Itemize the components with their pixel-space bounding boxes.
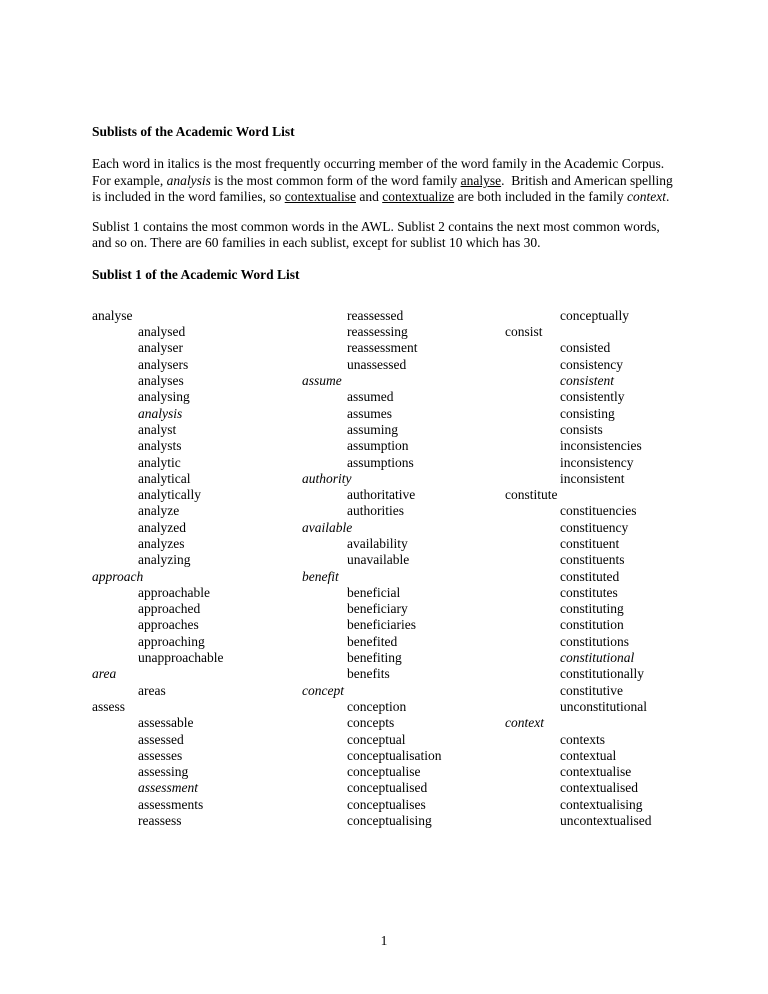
word-column-1 bbox=[92, 308, 302, 830]
family-member: consistently bbox=[560, 389, 625, 405]
family-member: constitutional bbox=[560, 650, 635, 666]
family-member: analyser bbox=[138, 340, 183, 356]
word-column-3 bbox=[505, 308, 676, 830]
family-member: analysis bbox=[138, 405, 183, 421]
sublist-1-heading: Sublist 1 of the Academic Word List bbox=[92, 267, 300, 283]
family-member: assessment bbox=[138, 780, 198, 796]
family-member: benefiting bbox=[347, 650, 402, 666]
family-member: constituencies bbox=[560, 503, 637, 519]
family-member: conceptualisation bbox=[347, 747, 442, 763]
family-member: assumes bbox=[347, 405, 392, 421]
family-member: benefited bbox=[347, 633, 398, 649]
underlined-term: analyse bbox=[460, 172, 502, 188]
family-member: constituents bbox=[560, 552, 625, 568]
family-member: beneficiaries bbox=[347, 617, 416, 633]
page-number: 1 bbox=[380, 933, 388, 948]
family-member: conceptually bbox=[560, 307, 629, 323]
headword: available bbox=[302, 519, 353, 535]
family-member: consists bbox=[560, 421, 603, 437]
family-member: approaches bbox=[138, 617, 199, 633]
family-member: analyst bbox=[138, 421, 177, 437]
family-member: concepts bbox=[347, 715, 395, 731]
family-member: analysing bbox=[138, 389, 190, 405]
family-member: reassess bbox=[138, 813, 182, 829]
family-member: analyses bbox=[138, 373, 184, 389]
underlined-term: contextualise bbox=[284, 189, 356, 205]
family-member: approached bbox=[138, 601, 201, 617]
italic-term: context bbox=[627, 189, 666, 205]
family-member: reassessing bbox=[347, 324, 408, 340]
family-member: contextualise bbox=[560, 764, 632, 780]
family-member: consistent bbox=[560, 373, 614, 389]
text-segment: Each word in italics is the most frequently occurring member of the word family in the Academic Corpus. For example, bbox=[92, 156, 671, 188]
family-member: reassessment bbox=[347, 340, 418, 356]
headword: context bbox=[505, 715, 544, 731]
family-member: contextualising bbox=[560, 796, 643, 812]
text-segment: . British and American spelling is included in the word families, so bbox=[92, 172, 677, 205]
family-member: authorities bbox=[347, 503, 404, 519]
family-member: analyzed bbox=[138, 519, 186, 535]
family-member: inconsistencies bbox=[560, 438, 642, 454]
family-member: constitutes bbox=[560, 584, 618, 600]
family-member: assessments bbox=[138, 796, 204, 812]
sublist-description-paragraph: Sublist 1 contains the most common words in the AWL. Sublist 2 contains the next most common words, and so on. There are 60 families in each sublist, except for sublist 10 which has 30. bbox=[92, 218, 660, 251]
headword: constitute bbox=[505, 487, 558, 503]
family-member: approachable bbox=[138, 584, 210, 600]
headword: authority bbox=[302, 470, 352, 486]
headword: benefit bbox=[302, 568, 339, 584]
family-member: analysts bbox=[138, 438, 182, 454]
italic-term: analysis bbox=[166, 172, 211, 188]
family-member: conceptualise bbox=[347, 764, 421, 780]
family-member: conception bbox=[347, 698, 407, 714]
family-member: assuming bbox=[347, 421, 399, 437]
family-member: beneficiary bbox=[347, 601, 408, 617]
family-member: contextual bbox=[560, 747, 617, 763]
family-member: contexts bbox=[560, 731, 605, 747]
family-member: unassessed bbox=[347, 356, 407, 372]
document-title: Sublists of the Academic Word List bbox=[92, 124, 295, 139]
family-member: constitutionally bbox=[560, 666, 644, 682]
family-member: conceptualises bbox=[347, 796, 426, 812]
family-member: assumed bbox=[347, 389, 394, 405]
headword: area bbox=[92, 666, 117, 682]
family-member: constituted bbox=[560, 568, 620, 584]
family-member: constitutive bbox=[560, 682, 623, 698]
family-member: unconstitutional bbox=[560, 698, 647, 714]
family-member: conceptualised bbox=[347, 780, 428, 796]
family-member: conceptual bbox=[347, 731, 406, 747]
family-member: analyzes bbox=[138, 536, 185, 551]
family-member: consisted bbox=[560, 340, 611, 356]
family-member: assesses bbox=[138, 747, 183, 763]
text-segment: . bbox=[665, 189, 670, 205]
family-member: availability bbox=[347, 536, 408, 551]
family-member: assumptions bbox=[347, 454, 414, 470]
family-member: analytically bbox=[138, 487, 201, 503]
family-member: uncontextualised bbox=[560, 813, 652, 829]
family-member: unavailable bbox=[347, 552, 410, 568]
family-member: inconsistent bbox=[560, 470, 625, 486]
family-member: analyze bbox=[138, 503, 180, 519]
headword: approach bbox=[92, 568, 144, 584]
family-member: conceptualising bbox=[347, 813, 432, 829]
family-member: consisting bbox=[560, 405, 615, 421]
family-member: constitutions bbox=[560, 633, 630, 649]
family-member: consistency bbox=[560, 356, 623, 372]
family-member: analysers bbox=[138, 356, 189, 372]
family-member: analysed bbox=[138, 324, 186, 340]
family-member: contextualised bbox=[560, 780, 638, 796]
text-segment: and bbox=[355, 189, 383, 205]
word-list bbox=[92, 308, 676, 830]
family-member: constituting bbox=[560, 601, 624, 617]
headword: concept bbox=[302, 682, 344, 698]
family-member: beneficial bbox=[347, 584, 401, 600]
family-member: constituency bbox=[560, 519, 629, 535]
headword: assume bbox=[302, 373, 342, 389]
family-member: assessable bbox=[138, 715, 194, 731]
family-member: assessed bbox=[138, 731, 184, 747]
family-member: assumption bbox=[347, 438, 409, 454]
headword: consist bbox=[505, 324, 543, 340]
headword: analyse bbox=[92, 307, 133, 323]
family-member: assessing bbox=[138, 764, 189, 780]
family-member: authoritative bbox=[347, 487, 416, 503]
family-member: approaching bbox=[138, 633, 205, 649]
family-member: benefits bbox=[347, 666, 390, 682]
underlined-term: contextualize bbox=[382, 189, 455, 205]
headword: assess bbox=[92, 698, 125, 714]
family-member: analytical bbox=[138, 470, 191, 486]
family-member: inconsistency bbox=[560, 454, 634, 470]
intro-paragraph bbox=[92, 156, 676, 205]
word-column-2 bbox=[302, 308, 505, 830]
family-member: analyzing bbox=[138, 552, 191, 568]
family-member: constitution bbox=[560, 617, 624, 633]
family-member: constituent bbox=[560, 536, 620, 551]
family-member: analytic bbox=[138, 454, 181, 470]
family-member: areas bbox=[138, 682, 166, 698]
text-segment: is the most common form of the word family bbox=[210, 172, 461, 188]
family-member: unapproachable bbox=[138, 650, 224, 666]
text-segment: are both included in the family bbox=[454, 189, 627, 205]
family-member: reassessed bbox=[347, 307, 404, 323]
